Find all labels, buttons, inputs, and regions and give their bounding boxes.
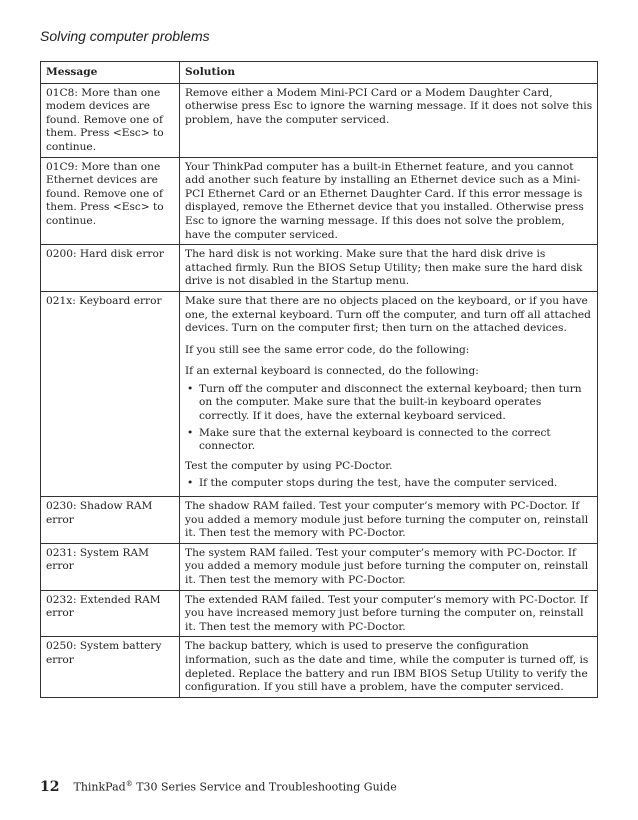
solution-bullet-list <box>185 477 593 491</box>
solution-cell <box>180 245 598 292</box>
footer-brand: ThinkPad <box>73 780 126 794</box>
footer-guide-title: T30 Series Service and Troubleshooting Guide <box>136 780 397 794</box>
table-row <box>41 637 598 697</box>
page-title: Solving computer problems <box>40 28 210 44</box>
column-header-message: Message <box>41 62 180 84</box>
bullet-icon: • <box>187 477 194 490</box>
solution-paragraph: Test the computer by using PC-Doctor. <box>185 459 393 472</box>
table-body <box>41 83 598 697</box>
list-item <box>185 427 593 454</box>
message-cell: 021x: Keyboard error <box>41 291 180 496</box>
message-cell: 01C8: More than one modem devices are found. Remove one of them. Press <Esc> to continue. <box>41 83 180 157</box>
message-cell: 0231: System RAM error <box>41 543 180 590</box>
error-message-table <box>40 61 598 698</box>
solution-cell <box>180 157 598 245</box>
table-row <box>41 245 598 292</box>
solution-paragraph: The hard disk is not working. Make sure that the hard disk drive is attached firmly. Run the BIOS Setup Utility; then make sure the hard disk drive is not disabled in the Startup menu. <box>185 248 583 288</box>
solution-cell <box>180 590 598 637</box>
solution-paragraph: Your ThinkPad computer has a built-in Ethernet feature, and you cannot add another such feature by installing an Ethernet device such as a Mini-PCI Ethernet Card or an Ethernet Daughter Card. If this error message is displayed, remove the Ethernet device that you installed. Otherwise press Esc to ignore the warning message. If this does not solve the problem, have the computer serviced. <box>185 160 584 241</box>
solution-paragraph: If an external keyboard is connected, do the following: <box>185 365 479 378</box>
list-item <box>185 477 593 491</box>
solution-cell <box>180 543 598 590</box>
message-cell: 0250: System battery error <box>41 637 180 697</box>
table-row <box>41 291 598 496</box>
solution-cell <box>180 497 598 544</box>
list-item-text: Make sure that the external keyboard is connected to the correct connector. <box>199 426 551 453</box>
solution-paragraph: If you still see the same error code, do the following: <box>185 343 470 356</box>
bullet-icon: • <box>187 426 194 439</box>
trademark-symbol: ® <box>125 780 133 788</box>
message-cell: 0232: Extended RAM error <box>41 590 180 637</box>
solution-cell <box>180 291 598 496</box>
table-row <box>41 157 598 245</box>
solution-paragraph: Remove either a Modem Mini-PCI Card or a Modem Daughter Card, otherwise press Esc to ignore the warning message. If it does not solve this problem, have the computer serviced. <box>185 86 593 126</box>
table-row <box>41 83 598 157</box>
solution-paragraph: The system RAM failed. Test your computer’s memory with PC-Doctor. If you added a memory module just before turning the computer on, reinstall it. Then test the memory with PC-Doctor. <box>185 546 589 586</box>
solution-paragraph: The shadow RAM failed. Test your computer’s memory with PC-Doctor. If you added a memory module just before turning the computer on, reinstall it. Then test the memory with PC-Doctor. <box>185 500 589 540</box>
message-cell: 0230: Shadow RAM error <box>41 497 180 544</box>
message-cell: 01C9: More than one Ethernet devices are found. Remove one of them. Press <Esc> to continue. <box>41 157 180 245</box>
solution-cell <box>180 83 598 157</box>
table-row <box>41 543 598 590</box>
table-row <box>41 590 598 637</box>
column-header-solution: Solution <box>180 62 598 84</box>
solution-paragraph: The backup battery, which is used to preserve the configuration information, such as the date and time, while the computer is turned off, is depleted. Replace the battery and run IBM BIOS Setup Utility to verify the configuration. If you still have a problem, have the computer serviced. <box>185 640 589 694</box>
message-cell: 0200: Hard disk error <box>41 245 180 292</box>
solution-bullet-list <box>185 383 593 454</box>
solution-paragraph: Make sure that there are no objects placed on the keyboard, or if you have one, the external keyboard. Turn off the computer, and turn off all attached devices. Turn on the computer first; then turn on the attached devices. <box>185 294 591 335</box>
page-footer <box>40 776 397 796</box>
bullet-icon: • <box>187 382 194 395</box>
table-header-row <box>41 62 598 84</box>
solution-paragraph: The extended RAM failed. Test your computer’s memory with PC-Doctor. If you have increased memory just before turning the computer on, reinstall it. Then test the memory with PC-Doctor. <box>185 593 588 633</box>
list-item-text: If the computer stops during the test, have the computer serviced. <box>199 477 558 490</box>
list-item-text: Turn off the computer and disconnect the external keyboard; then turn on the computer. Make sure that the built-in keyboard operates correctly. If it does, have the external keyboard serviced. <box>199 382 582 423</box>
table-row <box>41 497 598 544</box>
list-item <box>185 383 593 424</box>
solution-cell <box>180 637 598 697</box>
page-number: 12 <box>40 778 60 795</box>
